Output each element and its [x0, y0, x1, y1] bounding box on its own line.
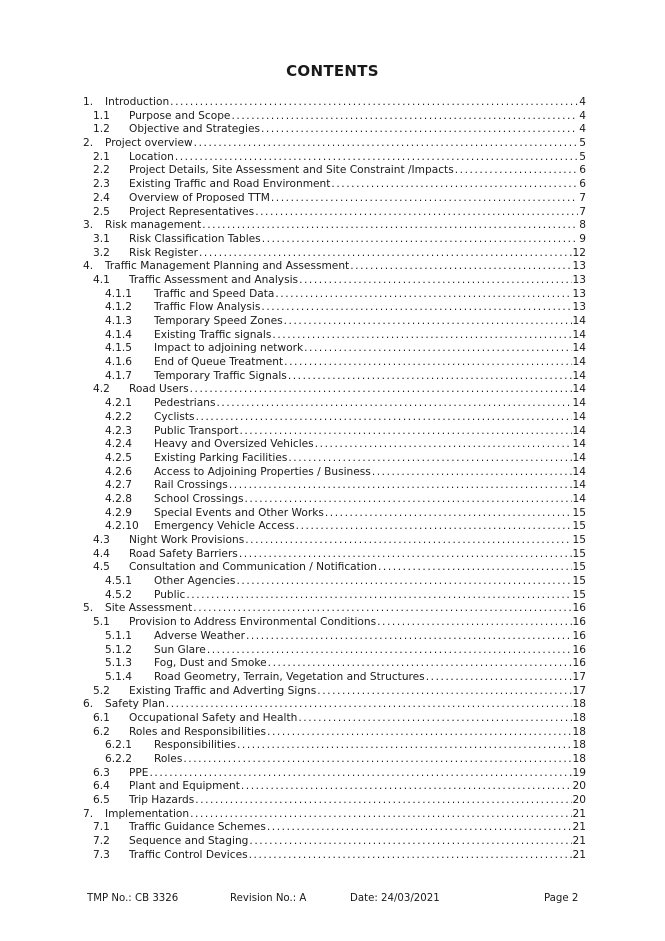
toc-entry-number: 1.2	[93, 123, 110, 136]
toc-dot-leader	[231, 110, 578, 124]
toc-entry-number: 5.2	[93, 684, 110, 697]
toc-entry-number: 5.	[83, 602, 94, 615]
toc-entry-number: 5.1.1	[105, 629, 132, 642]
footer-date: Date: 24/03/2021	[350, 893, 440, 904]
toc-entry[interactable]	[80, 821, 586, 835]
toc-entry-page: 18	[572, 739, 586, 752]
toc-dot-leader	[262, 233, 579, 247]
toc-entry-number: 4.1	[93, 273, 110, 286]
toc-entry[interactable]	[80, 602, 586, 616]
toc-dot-leader	[275, 288, 571, 302]
toc-entry[interactable]	[80, 137, 586, 151]
toc-dot-leader	[372, 466, 572, 480]
toc-entry-title: Heavy and Oversized Vehicles	[154, 438, 314, 451]
toc-entry-page: 14	[572, 356, 586, 369]
toc-entry-title: Provision to Address Environmental Conditions	[129, 616, 377, 629]
toc-entry[interactable]	[80, 315, 586, 329]
toc-entry-number: 4.2.8	[105, 492, 132, 505]
toc-entry[interactable]	[80, 698, 586, 712]
toc-entry-page: 20	[572, 794, 586, 807]
toc-entry-page: 17	[572, 684, 586, 697]
toc-dot-leader	[350, 260, 571, 274]
toc-dot-leader	[288, 370, 572, 384]
footer-page-number: Page 2	[544, 893, 579, 904]
toc-entry-page: 13	[572, 260, 586, 273]
toc-entry[interactable]	[80, 589, 586, 603]
toc-entry[interactable]	[80, 835, 586, 849]
toc-entry[interactable]	[80, 219, 586, 233]
toc-entry-number: 3.	[83, 219, 94, 232]
toc-entry-page: 9	[579, 232, 586, 245]
toc-entry-number: 4.2.4	[105, 438, 132, 451]
toc-entry[interactable]	[80, 123, 586, 137]
toc-entry-number: 4.4	[93, 547, 110, 560]
toc-entry[interactable]	[80, 383, 586, 397]
toc-entry-title: Existing Parking Facilities	[154, 451, 288, 464]
toc-entry-title: Occupational Safety and Health	[129, 711, 298, 724]
toc-entry-page: 21	[572, 835, 586, 848]
toc-entry-page: 13	[572, 273, 586, 286]
toc-entry-page: 14	[572, 315, 586, 327]
toc-entry-number: 4.1.2	[105, 301, 132, 314]
toc-entry[interactable]	[80, 301, 586, 315]
toc-entry-number: 5.1.4	[105, 670, 132, 683]
toc-dot-leader	[193, 602, 571, 616]
toc-entry-page: 14	[572, 438, 586, 451]
toc-entry-title: Existing Traffic signals	[154, 328, 272, 341]
toc-entry-number: 7.1	[93, 821, 110, 834]
toc-entry-page: 8	[579, 219, 586, 232]
toc-entry-title: Public	[154, 588, 186, 601]
toc-entry-title: Special Events and Other Works	[154, 506, 324, 519]
toc-entry[interactable]	[80, 644, 586, 658]
toc-entry-page: 14	[572, 492, 586, 505]
toc-entry-page: 18	[572, 698, 586, 711]
toc-entry-page: 16	[572, 657, 586, 670]
toc-entry-number: 6.4	[93, 780, 110, 793]
toc-dot-leader	[245, 534, 571, 548]
toc-entry-number: 2.1	[93, 150, 110, 163]
toc-entry-title: Temporary Speed Zones	[154, 315, 283, 327]
toc-dot-leader	[241, 780, 572, 794]
toc-entry-page: 7	[579, 191, 586, 204]
toc-entry-title: Rail Crossings	[154, 479, 228, 492]
toc-entry-number: 6.3	[93, 766, 110, 779]
toc-entry-number: 7.3	[93, 848, 110, 861]
toc-entry-title: Cyclists	[154, 410, 195, 423]
toc-entry-page: 16	[572, 602, 586, 615]
toc-dot-leader	[271, 192, 578, 206]
toc-dot-leader	[236, 575, 571, 589]
toc-entry[interactable]	[80, 411, 586, 425]
toc-entry-number: 1.	[83, 96, 94, 108]
toc-entry-title: Roles	[154, 753, 183, 765]
toc-dot-leader	[239, 425, 571, 439]
toc-dot-leader	[284, 315, 572, 329]
toc-entry[interactable]	[80, 712, 586, 726]
toc-entry-title: Implementation	[105, 807, 190, 820]
toc-entry-title: Consultation and Communication / Notification	[129, 561, 377, 574]
footer-revision: Revision No.: A	[230, 893, 307, 904]
toc-entry-page: 14	[572, 397, 586, 410]
toc-entry[interactable]	[80, 575, 586, 589]
toc-entry-title: Plant and Equipment	[129, 780, 240, 793]
toc-entry[interactable]	[80, 548, 586, 562]
toc-entry-page: 15	[572, 506, 586, 519]
toc-entry-number: 4.1.5	[105, 342, 132, 355]
toc-entry-page: 15	[572, 534, 586, 546]
toc-entry-number: 4.2.9	[105, 506, 132, 519]
toc-dot-leader	[267, 821, 572, 835]
toc-entry[interactable]	[80, 561, 586, 575]
toc-dot-leader	[377, 616, 571, 630]
toc-entry-number: 5.1.3	[105, 657, 132, 670]
toc-entry-page: 13	[572, 287, 586, 300]
toc-entry[interactable]	[80, 233, 586, 247]
toc-entry[interactable]	[80, 425, 586, 439]
toc-entry-number: 5.1	[93, 616, 110, 629]
toc-entry-number: 4.1.3	[105, 315, 132, 327]
toc-entry-page: 18	[572, 753, 586, 765]
toc-entry-title: Project Representatives	[129, 205, 255, 218]
toc-entry-number: 4.2.6	[105, 465, 132, 478]
toc-entry-title: Road Safety Barriers	[129, 547, 238, 560]
toc-entry-title: Adverse Weather	[154, 629, 245, 642]
toc-dot-leader	[196, 411, 572, 425]
toc-entry-page: 21	[572, 807, 586, 820]
toc-entry-number: 2.2	[93, 164, 110, 177]
toc-entry-page: 4	[579, 96, 586, 108]
toc-entry-number: 7.2	[93, 835, 110, 848]
toc-entry[interactable]	[80, 780, 586, 794]
toc-entry-number: 2.3	[93, 178, 110, 191]
toc-entry-page: 15	[572, 547, 586, 560]
toc-entry-number: 4.1.4	[105, 328, 132, 341]
toc-dot-leader	[298, 712, 571, 726]
toc-entry-title: Risk Classification Tables	[129, 232, 261, 245]
toc-entry-number: 4.2.1	[105, 397, 132, 410]
toc-entry-title: Road Users	[129, 383, 189, 396]
toc-entry[interactable]	[80, 356, 586, 370]
toc-entry-title: Public Transport	[154, 424, 239, 437]
toc-dot-leader	[149, 767, 571, 781]
toc-entry-number: 6.	[83, 698, 94, 711]
toc-dot-leader	[455, 164, 579, 178]
toc-entry-title: Traffic Management Planning and Assessment	[105, 260, 350, 273]
toc-entry-page: 6	[579, 178, 586, 191]
toc-entry-title: Introduction	[105, 96, 170, 108]
toc-entry-number: 4.2.5	[105, 451, 132, 464]
toc-entry-title: Traffic Assessment and Analysis	[129, 273, 299, 286]
toc-entry[interactable]	[80, 794, 586, 808]
toc-entry[interactable]	[80, 110, 586, 124]
toc-entry[interactable]	[80, 260, 586, 274]
toc-dot-leader	[237, 739, 572, 753]
toc-dot-leader	[249, 849, 572, 863]
toc-entry-number: 4.	[83, 260, 94, 273]
toc-entry-title: Risk Register	[129, 246, 198, 259]
toc-entry[interactable]	[80, 849, 586, 863]
toc-entry-page: 7	[579, 205, 586, 218]
toc-dot-leader	[299, 274, 571, 288]
toc-entry-number: 3.1	[93, 232, 110, 245]
toc-entry-title: Night Work Provisions	[129, 534, 245, 546]
toc-entry-title: Project overview	[105, 137, 193, 150]
toc-dot-leader	[296, 520, 572, 534]
toc-entry-title: Temporary Traffic Signals	[154, 369, 287, 382]
toc-entry[interactable]	[80, 397, 586, 411]
toc-entry-number: 4.5	[93, 561, 110, 574]
toc-entry-number: 4.2	[93, 383, 110, 396]
toc-dot-leader	[199, 247, 572, 261]
toc-entry-number: 6.1	[93, 711, 110, 724]
toc-entry-page: 14	[572, 424, 586, 437]
toc-entry-number: 6.5	[93, 794, 110, 807]
toc-entry-number: 2.4	[93, 191, 110, 204]
toc-entry-title: School Crossings	[154, 492, 244, 505]
toc-entry-title: PPE	[129, 766, 149, 779]
toc-entry-title: Project Details, Site Assessment and Site Constraint /Impacts	[129, 164, 454, 177]
toc-entry-page: 21	[572, 821, 586, 834]
toc-dot-leader	[207, 644, 572, 658]
toc-entry-number: 4.5.1	[105, 575, 132, 588]
toc-entry[interactable]	[80, 288, 586, 302]
toc-entry-page: 17	[572, 670, 586, 683]
page-title: CONTENTS	[286, 62, 379, 80]
toc-entry-title: Sun Glare	[154, 643, 206, 656]
toc-entry-number: 3.2	[93, 246, 110, 259]
toc-entry-number: 4.2.7	[105, 479, 132, 492]
toc-entry-number: 2.	[83, 137, 94, 150]
toc-entry[interactable]	[80, 178, 586, 192]
toc-entry-number: 4.1.6	[105, 356, 132, 369]
toc-entry-number: 6.2.2	[105, 753, 132, 765]
toc-entry[interactable]	[80, 534, 586, 548]
toc-entry-number: 4.5.2	[105, 588, 132, 601]
toc-entry-title: Pedestrians	[154, 397, 216, 410]
toc-entry[interactable]	[80, 342, 586, 356]
toc-entry-title: Objective and Strategies	[129, 123, 260, 136]
toc-entry[interactable]	[80, 507, 586, 521]
toc-entry-page: 4	[579, 123, 586, 136]
toc-dot-leader	[304, 342, 571, 356]
toc-entry-page: 15	[572, 520, 586, 533]
toc-dot-leader	[249, 835, 571, 849]
toc-entry-page: 15	[572, 575, 586, 588]
toc-entry[interactable]	[80, 726, 586, 740]
toc-entry-number: 4.2.2	[105, 410, 132, 423]
toc-dot-leader	[426, 671, 572, 685]
toc-entry-title: Purpose and Scope	[129, 109, 231, 122]
toc-entry[interactable]	[80, 452, 586, 466]
toc-entry[interactable]	[80, 616, 586, 630]
toc-dot-leader	[246, 630, 572, 644]
toc-entry-page: 14	[572, 328, 586, 341]
toc-dot-leader	[272, 329, 571, 343]
toc-entry-page: 18	[572, 725, 586, 738]
toc-entry-title: Existing Traffic and Road Environment	[129, 178, 331, 191]
toc-entry[interactable]	[80, 466, 586, 480]
toc-entry-title: Impact to adjoining network	[154, 342, 304, 355]
toc-dot-leader	[261, 301, 571, 315]
toc-dot-leader	[325, 507, 572, 521]
toc-entry[interactable]	[80, 753, 586, 767]
toc-entry-page: 16	[572, 643, 586, 656]
toc-dot-leader	[288, 452, 571, 466]
toc-entry[interactable]	[80, 151, 586, 165]
toc-entry[interactable]	[80, 438, 586, 452]
toc-entry[interactable]	[80, 164, 586, 178]
toc-entry-title: Access to Adjoining Properties / Business	[154, 465, 371, 478]
toc-entry[interactable]	[80, 493, 586, 507]
toc-entry-page: 14	[572, 479, 586, 492]
toc-entry[interactable]	[80, 247, 586, 261]
toc-dot-leader	[284, 356, 571, 370]
toc-entry-number: 1.1	[93, 109, 110, 122]
toc-entry-title: Site Assessment	[105, 602, 193, 615]
toc-entry-page: 14	[572, 369, 586, 382]
toc-entry-page: 15	[572, 588, 586, 601]
toc-entry-number: 7.	[83, 807, 94, 820]
toc-entry-number: 4.1.7	[105, 369, 132, 382]
toc-entry-page: 13	[572, 301, 586, 314]
toc-entry-page: 14	[572, 410, 586, 423]
toc-dot-leader	[166, 698, 572, 712]
toc-entry-page: 14	[572, 342, 586, 355]
toc-dot-leader	[315, 438, 572, 452]
toc-entry[interactable]	[80, 329, 586, 343]
toc-dot-leader	[190, 808, 571, 822]
toc-entry-title: Responsibilities	[154, 739, 236, 752]
toc-entry[interactable]	[80, 479, 586, 493]
toc-entry-number: 5.1.2	[105, 643, 132, 656]
toc-entry-number: 2.5	[93, 205, 110, 218]
footer-tmp-number: TMP No.: CB 3326	[87, 893, 179, 904]
toc-entry-title: Fog, Dust and Smoke	[154, 657, 267, 670]
toc-dot-leader	[317, 685, 571, 699]
toc-entry-title: Traffic Flow Analysis	[154, 301, 261, 314]
toc-entry[interactable]	[80, 657, 586, 671]
toc-entry-title: Other Agencies	[154, 575, 236, 588]
toc-dot-leader	[202, 219, 578, 233]
toc-entry-number: 6.2	[93, 725, 110, 738]
toc-entry-number: 6.2.1	[105, 739, 132, 752]
toc-entry-page: 15	[572, 561, 586, 574]
toc-entry-page: 19	[572, 766, 586, 779]
toc-entry-page: 18	[572, 711, 586, 724]
toc-entry-page: 6	[579, 164, 586, 177]
toc-entry-title: End of Queue Treatment	[154, 356, 284, 369]
toc-dot-leader	[175, 151, 578, 165]
toc-entry-page: 21	[572, 848, 586, 861]
toc-entry-title: Roles and Responsibilities	[129, 725, 267, 738]
toc-entry[interactable]	[80, 206, 586, 220]
toc-dot-leader	[194, 137, 579, 151]
toc-entry-title: Traffic and Speed Data	[154, 287, 275, 300]
toc-entry-page: 14	[572, 465, 586, 478]
table-of-contents	[80, 96, 586, 863]
toc-dot-leader	[267, 726, 572, 740]
toc-dot-leader	[190, 383, 572, 397]
toc-entry[interactable]	[80, 520, 586, 534]
toc-entry-title: Safety Plan	[105, 698, 165, 711]
toc-entry-title: Emergency Vehicle Access	[154, 520, 295, 533]
toc-entry[interactable]	[80, 370, 586, 384]
toc-dot-leader	[183, 753, 571, 767]
toc-entry-title: Trip Hazards	[129, 794, 195, 807]
toc-entry-page: 5	[579, 137, 586, 150]
toc-entry[interactable]	[80, 808, 586, 822]
toc-entry-page: 16	[572, 629, 586, 642]
toc-entry[interactable]	[80, 767, 586, 781]
toc-entry[interactable]	[80, 192, 586, 206]
toc-dot-leader	[186, 589, 571, 603]
toc-dot-leader	[331, 178, 578, 192]
toc-dot-leader	[229, 479, 572, 493]
toc-dot-leader	[216, 397, 571, 411]
toc-dot-leader	[268, 657, 572, 671]
toc-dot-leader	[239, 548, 572, 562]
toc-entry-number: 4.1.1	[105, 287, 132, 300]
toc-entry-number: 4.2.3	[105, 424, 132, 437]
toc-entry[interactable]	[80, 739, 586, 753]
toc-entry-page: 5	[579, 150, 586, 163]
toc-entry[interactable]	[80, 671, 586, 685]
toc-entry[interactable]	[80, 274, 586, 288]
toc-entry-page: 20	[572, 780, 586, 793]
toc-entry[interactable]	[80, 96, 586, 110]
toc-entry-title: Traffic Control Devices	[129, 848, 248, 861]
toc-dot-leader	[261, 123, 578, 137]
toc-entry-page: 14	[572, 451, 586, 464]
toc-dot-leader	[170, 96, 578, 110]
toc-entry-title: Risk management	[105, 219, 202, 232]
toc-entry[interactable]	[80, 685, 586, 699]
toc-entry-page: 12	[572, 246, 586, 259]
toc-dot-leader	[378, 561, 572, 575]
toc-entry-page: 14	[572, 383, 586, 396]
toc-entry-title: Location	[129, 150, 174, 163]
toc-entry-title: Sequence and Staging	[129, 835, 249, 848]
toc-dot-leader	[195, 794, 571, 808]
toc-entry-page: 4	[579, 109, 586, 122]
toc-dot-leader	[244, 493, 571, 507]
toc-entry-title: Overview of Proposed TTM	[129, 191, 270, 204]
toc-entry-title: Existing Traffic and Adverting Signs	[129, 684, 317, 697]
toc-dot-leader	[255, 206, 578, 220]
toc-entry-title: Road Geometry, Terrain, Vegetation and Structures	[154, 670, 425, 683]
toc-entry[interactable]	[80, 630, 586, 644]
toc-entry-number: 4.2.10	[105, 520, 139, 533]
toc-entry-number: 4.3	[93, 534, 110, 546]
toc-entry-title: Traffic Guidance Schemes	[129, 821, 266, 834]
toc-entry-page: 16	[572, 616, 586, 629]
